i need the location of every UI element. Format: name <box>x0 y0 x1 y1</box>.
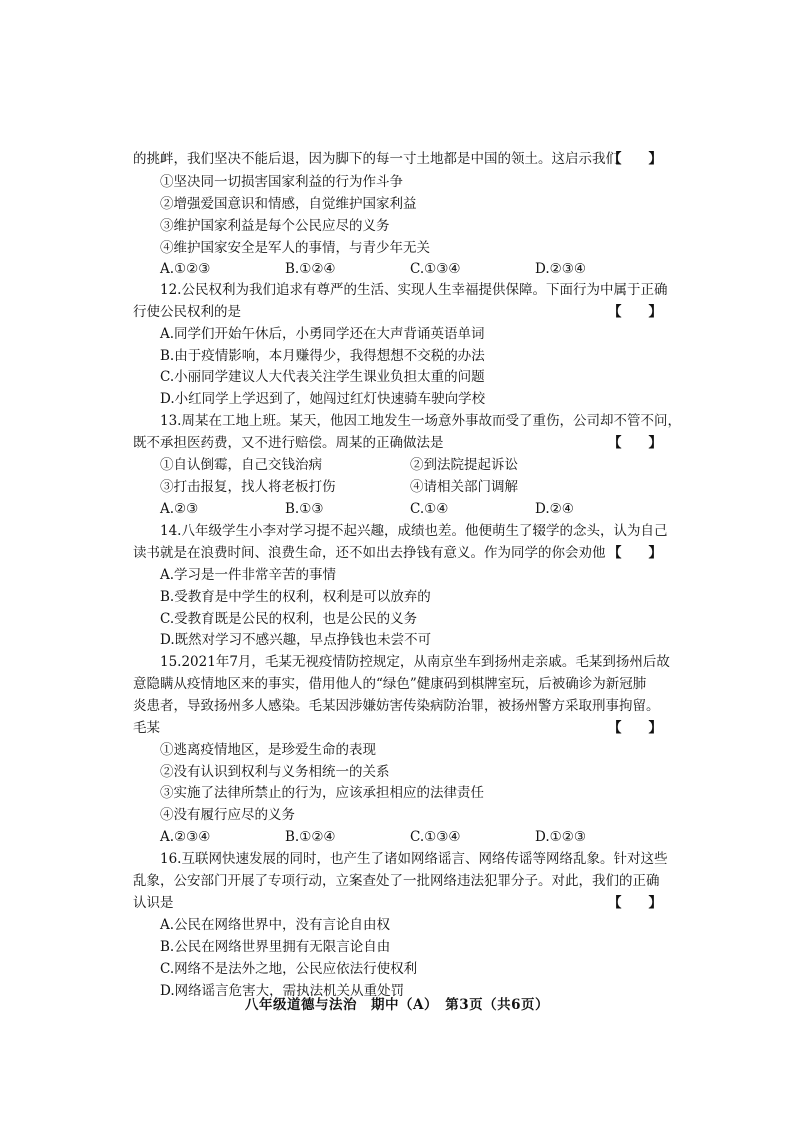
q16-stem-line3: 认识是 <box>133 895 174 911</box>
q13-item-3: ③打击报复，找人将老板打伤 <box>160 479 336 495</box>
q15-choice-c: C.①③④ <box>410 829 461 845</box>
q15-stem-line2: 意隐瞒从疫情地区来的事实，借用他人的“绿色”健康码到棋牌室玩，后被确诊为新冠肺 <box>133 676 647 692</box>
q14-answer-bracket: 【 】 <box>608 545 662 561</box>
q15-choices <box>160 827 680 847</box>
q15-item-3: ③实施了法律所禁止的行为，应该承担相应的法律责任 <box>160 785 484 801</box>
q11-stem: 的挑衅，我们坚决不能后退，因为脚下的每一寸土地都是中国的领土。这启示我们 <box>133 151 619 167</box>
q15-stem-line1: 15.2021年7月，毛某无视疫情防控规定，从南京坐车到扬州走亲戚。毛某到扬州后故 <box>160 654 670 670</box>
q11-item-2: ②增强爱国意识和情感，自觉维护国家利益 <box>160 196 417 212</box>
q15-answer-bracket: 【 】 <box>608 720 662 736</box>
q12-stem-line2: 行使公民权利的是 <box>133 304 241 320</box>
q14-choice-a: A.学习是一件非常辛苦的事情 <box>160 567 337 583</box>
q13-item-4: ④请相关部门调解 <box>410 479 518 495</box>
q13-choices <box>160 499 680 519</box>
q15-stem-line3: 炎患者，导致扬州多人感染。毛某因涉嫌妨害传染病防治罪，被扬州警方采取刑事拘留。 <box>133 698 660 714</box>
q13-choice-a: A.②③ <box>160 501 199 517</box>
q13-choice-b: B.①③ <box>285 501 324 517</box>
q13-item-1: ①自认倒霉，自己交钱治病 <box>160 457 322 473</box>
q16-choice-a: A.公民在网络世界中，没有言论自由权 <box>160 917 391 933</box>
q16-choice-c: C.网络不是法外之地，公民应依法行使权利 <box>160 961 418 977</box>
q13-stem-line1: 13.周某在工地上班。某天，他因工地发生一场意外事故而受了重伤，公司却不管不问， <box>160 413 681 429</box>
q15-item-2: ②没有认识到权利与义务相统一的关系 <box>160 764 390 780</box>
q11-choice-b: B.①②④ <box>285 261 336 277</box>
q16-answer-bracket: 【 】 <box>608 895 662 911</box>
q11-item-4: ④维护国家安全是军人的事情，与青少年无关 <box>160 240 430 256</box>
q13-item-2: ②到法院提起诉讼 <box>410 457 518 473</box>
q16-stem-line1: 16.互联网快速发展的同时，也产生了诸如网络谣言、网络传谣等网络乱象。针对这些 <box>160 851 668 867</box>
q15-choice-d: D.①②③ <box>535 829 586 845</box>
q15-item-1: ①逃离疫情地区，是珍爱生命的表现 <box>160 742 376 758</box>
q11-item-1: ①坚决同一切损害国家利益的行为作斗争 <box>160 174 403 190</box>
q13-items-row1 <box>160 455 680 475</box>
q14-stem-line1: 14.八年级学生小李对学习提不起兴趣，成绩也差。他便萌生了辍学的念头，认为自己 <box>160 523 668 539</box>
q13-choice-d: D.②④ <box>535 501 574 517</box>
q11-item-3: ③维护国家利益是每个公民应尽的义务 <box>160 218 390 234</box>
q11-choices <box>160 259 680 279</box>
q11-choice-a: A.①②③ <box>160 261 211 277</box>
q15-item-4: ④没有履行应尽的义务 <box>160 807 295 823</box>
q13-choice-c: C.①④ <box>410 501 449 517</box>
q12-answer-bracket: 【 】 <box>608 304 662 320</box>
q16-stem-line2: 乱象，公安部门开展了专项行动，立案查处了一批网络违法犯罪分子。对此，我们的正确 <box>133 873 660 889</box>
q12-choice-c: C.小丽同学建议人大代表关注学生课业负担太重的问题 <box>160 369 485 385</box>
q15-stem-line4: 毛某 <box>133 720 160 736</box>
q12-choice-a: A.同学们开始午休后，小勇同学还在大声背诵英语单词 <box>160 326 485 342</box>
q15-choice-a: A.②③④ <box>160 829 211 845</box>
q12-stem-line1: 12.公民权利为我们追求有尊严的生活、实现人生幸福提供保障。下面行为中属于正确 <box>160 282 668 298</box>
q14-choice-c: C.受教育既是公民的权利，也是公民的义务 <box>160 611 418 627</box>
q15-choice-b: B.①②④ <box>285 829 336 845</box>
q16-choice-b: B.公民在网络世界里拥有无限言论自由 <box>160 939 391 955</box>
page-footer: 八年级道德与法治 期中（A） 第3页（共6页） <box>244 997 549 1013</box>
q14-choice-d: D.既然对学习不感兴趣，早点挣钱也未尝不可 <box>160 632 432 648</box>
q12-choice-d: D.小红同学上学迟到了，她闯过红灯快速骑车驶向学校 <box>160 391 486 407</box>
q13-items-row2 <box>160 477 680 497</box>
q11-choice-d: D.②③④ <box>535 261 586 277</box>
q14-stem-line2: 读书就是在浪费时间、浪费生命，还不如出去挣钱有意义。作为同学的你会劝他 <box>133 545 606 561</box>
q12-choice-b: B.由于疫情影响，本月赚得少，我得想想不交税的办法 <box>160 348 485 364</box>
q13-stem-line2: 既不承担医药费，又不进行赔偿。周某的正确做法是 <box>133 435 444 451</box>
q11-answer-bracket: 【 】 <box>608 151 662 167</box>
q11-choice-c: C.①③④ <box>410 261 461 277</box>
q16-choice-d: D.网络谣言危害大，需执法机关从重处罚 <box>160 983 405 999</box>
q13-answer-bracket: 【 】 <box>608 435 662 451</box>
q14-choice-b: B.受教育是中学生的权利，权利是可以放弃的 <box>160 589 431 605</box>
